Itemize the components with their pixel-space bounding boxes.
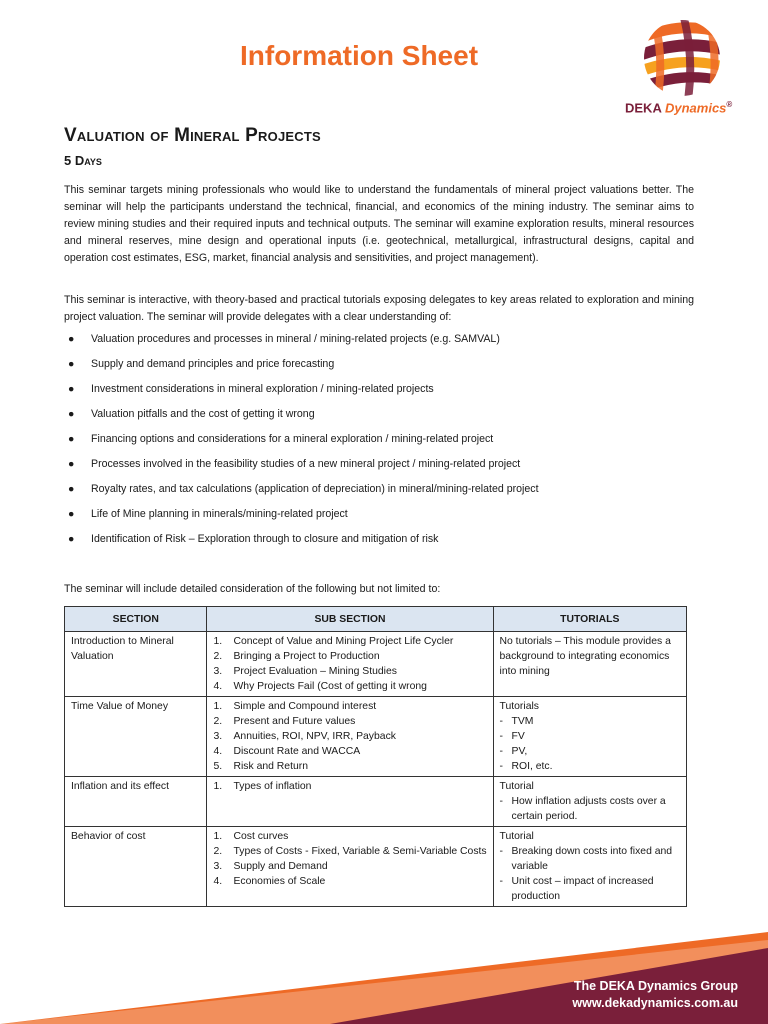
list-item-text: Valuation procedures and processes in mineral / mining-related projects (e.g. SAMVAL) <box>91 333 500 345</box>
list-item <box>64 406 694 431</box>
sub-item <box>213 844 487 859</box>
list-item <box>64 381 694 406</box>
sub-item <box>213 859 487 874</box>
bullet-icon: ● <box>68 433 75 445</box>
dash-icon: - <box>499 746 503 757</box>
list-item <box>64 456 694 481</box>
section-cell: Introduction to Mineral Valuation <box>65 632 207 697</box>
tutorial-heading: Tutorial <box>499 831 534 842</box>
tutorial-item <box>500 744 681 759</box>
bullet-icon: ● <box>68 383 75 395</box>
table-row <box>65 777 687 827</box>
section-cell: Inflation and its effect <box>65 777 207 827</box>
sub-item <box>213 829 487 844</box>
list-item <box>64 331 694 356</box>
list-item <box>64 356 694 381</box>
sub-item-number: 1. <box>213 831 223 842</box>
sub-item-text: Economies of Scale <box>233 876 326 887</box>
sub-item <box>213 759 487 774</box>
sub-section-cell <box>207 777 493 827</box>
dash-icon: - <box>499 761 503 772</box>
table-row <box>65 827 687 907</box>
table-header-row <box>65 607 687 632</box>
bullet-icon: ● <box>68 408 75 420</box>
footer-website[interactable]: www.dekadynamics.com.au <box>572 996 738 1010</box>
header-section: SECTION <box>65 607 207 632</box>
list-item-text: Life of Mine planning in minerals/mining-related project <box>91 508 348 520</box>
sub-item-text: Supply and Demand <box>233 861 328 872</box>
footer-company: The DEKA Dynamics Group <box>573 979 738 993</box>
sub-item <box>213 699 487 714</box>
tutorial-cell <box>493 777 686 827</box>
tutorial-item-text: ROI, etc. <box>511 761 553 772</box>
bullet-icon: ● <box>68 483 75 495</box>
tutorial-item <box>500 729 681 744</box>
tutorial-heading: No tutorials – This module provides a background to integrating economics into mining <box>499 636 671 677</box>
tutorial-heading: Tutorials <box>499 701 539 712</box>
tutorial-item <box>500 714 681 729</box>
logo-registered: ® <box>726 100 733 109</box>
sub-item-number: 3. <box>213 666 223 677</box>
sub-item <box>213 679 487 694</box>
section-cell: Behavior of cost <box>65 827 207 907</box>
sub-item-number: 2. <box>213 651 223 662</box>
sub-item-text: Annuities, ROI, NPV, IRR, Payback <box>233 731 396 742</box>
tutorial-item-text: Breaking down costs into fixed and variable <box>511 846 673 872</box>
logo-wordmark <box>625 100 732 115</box>
logo-brand: DEKA <box>625 100 662 116</box>
sub-section-cell <box>207 632 493 697</box>
dash-icon: - <box>499 731 503 742</box>
tutorial-cell <box>493 697 686 777</box>
sub-item-number: 1. <box>213 636 223 647</box>
tutorial-item-text: Unit cost – impact of increased production <box>511 876 654 902</box>
intro-paragraph: This seminar targets mining professionals who would like to understand the fundamentals of mineral project valuations better. The seminar will help the participants understand the technical, financial, and economics of the mining industry. The seminar aims to review mining studies and their required inputs and technical outputs. The seminar will examine exploration results, mineral resources and mineral reserves, mine design and operational inputs (i.e. geotechnical, metallurgical, infrastructural designs, capital and operation cost estimates, ESG, market, financial analysis and sensitivities, and project management). <box>64 184 694 264</box>
list-item-text: Royalty rates, and tax calculations (application of depreciation) in mineral/mining-related project <box>91 483 539 495</box>
footer-contact <box>572 978 738 1012</box>
sub-item-number: 4. <box>213 746 223 757</box>
header-tutorials: TUTORIALS <box>493 607 686 632</box>
sub-item-text: Present and Future values <box>233 716 356 727</box>
sub-item-number: 1. <box>213 701 223 712</box>
sub-item-text: Simple and Compound interest <box>233 701 377 712</box>
sub-section-cell <box>207 697 493 777</box>
list-item <box>64 506 694 531</box>
bullet-icon: ● <box>68 358 75 370</box>
bullet-icon: ● <box>68 333 75 345</box>
document-subtitle: 5 Days <box>64 153 102 168</box>
sub-item-number: 4. <box>213 876 223 887</box>
list-item <box>64 531 694 556</box>
list-item-text: Financing options and considerations for a mineral exploration / mining-related project <box>91 433 494 445</box>
sub-item-number: 5. <box>213 761 223 772</box>
table-row <box>65 697 687 777</box>
sub-item <box>213 634 487 649</box>
sub-item <box>213 649 487 664</box>
page-title: Information Sheet <box>240 40 479 71</box>
sub-item <box>213 729 487 744</box>
sub-item-number: 4. <box>213 681 223 692</box>
table-row <box>65 632 687 697</box>
seminar-table <box>64 606 687 907</box>
sub-item-text: Discount Rate and WACCA <box>233 746 361 757</box>
sub-item-number: 2. <box>213 846 223 857</box>
dash-icon: - <box>499 716 503 727</box>
table-intro-text: The seminar will include detailed consideration of the following but not limited to: <box>64 583 441 595</box>
dash-icon: - <box>499 796 503 807</box>
sub-item <box>213 874 487 889</box>
tutorial-item <box>500 794 681 824</box>
sub-item-text: Bringing a Project to Production <box>233 651 380 662</box>
document-title: Valuation of Mineral Projects <box>64 125 321 146</box>
sub-item <box>213 714 487 729</box>
bullet-icon: ● <box>68 508 75 520</box>
sub-item <box>213 744 487 759</box>
tutorial-item-text: FV <box>511 731 525 742</box>
sub-item <box>213 779 487 794</box>
logo-brand-suffix: Dynamics <box>664 100 727 116</box>
list-item <box>64 431 694 456</box>
dash-icon: - <box>499 846 503 857</box>
list-item-text: Valuation pitfalls and the cost of getting it wrong <box>91 408 315 420</box>
sub-item-text: Types of Costs - Fixed, Variable & Semi-Variable Costs <box>233 846 487 857</box>
dash-icon: - <box>499 876 503 887</box>
bullet-icon: ● <box>68 533 75 545</box>
sub-item-number: 2. <box>213 716 223 727</box>
sub-item-text: Types of inflation <box>233 781 312 792</box>
interactive-paragraph: This seminar is interactive, with theory-based and practical tutorials exposing delegates to key areas related to exploration and mining project valuation. The seminar will provide delegates with a clear understanding of: <box>64 294 694 323</box>
list-item-text: Supply and demand principles and price forecasting <box>91 358 335 370</box>
tutorial-item-text: PV, <box>511 746 528 757</box>
sub-item-text: Concept of Value and Mining Project Life Cycler <box>233 636 454 647</box>
tutorial-item <box>500 759 681 774</box>
list-item-text: Investment considerations in mineral exploration / mining-related projects <box>91 383 434 395</box>
tutorial-cell <box>493 632 686 697</box>
sub-item-text: Why Projects Fail (Cost of getting it wrong <box>233 681 427 692</box>
learning-outcomes-list <box>64 331 694 556</box>
tutorial-cell <box>493 827 686 907</box>
sub-item <box>213 664 487 679</box>
sub-item-text: Cost curves <box>233 831 289 842</box>
tutorial-item <box>500 844 681 874</box>
section-cell: Time Value of Money <box>65 697 207 777</box>
sub-item-number: 3. <box>213 731 223 742</box>
tutorial-heading: Tutorial <box>499 781 534 792</box>
bullet-icon: ● <box>68 458 75 470</box>
list-item <box>64 481 694 506</box>
tutorial-item-text: TVM <box>511 716 534 727</box>
list-item-text: Identification of Risk – Exploration through to closure and mitigation of risk <box>91 533 439 545</box>
tutorial-item-text: How inflation adjusts costs over a certain period. <box>511 796 666 822</box>
sub-item-text: Project Evaluation – Mining Studies <box>233 666 397 677</box>
list-item-text: Processes involved in the feasibility studies of a new mineral project / mining-related project <box>91 458 521 470</box>
header-sub-section: SUB SECTION <box>207 607 493 632</box>
sub-section-cell <box>207 827 493 907</box>
sub-item-text: Risk and Return <box>233 761 308 772</box>
sub-item-number: 3. <box>213 861 223 872</box>
sub-item-number: 1. <box>213 781 223 792</box>
